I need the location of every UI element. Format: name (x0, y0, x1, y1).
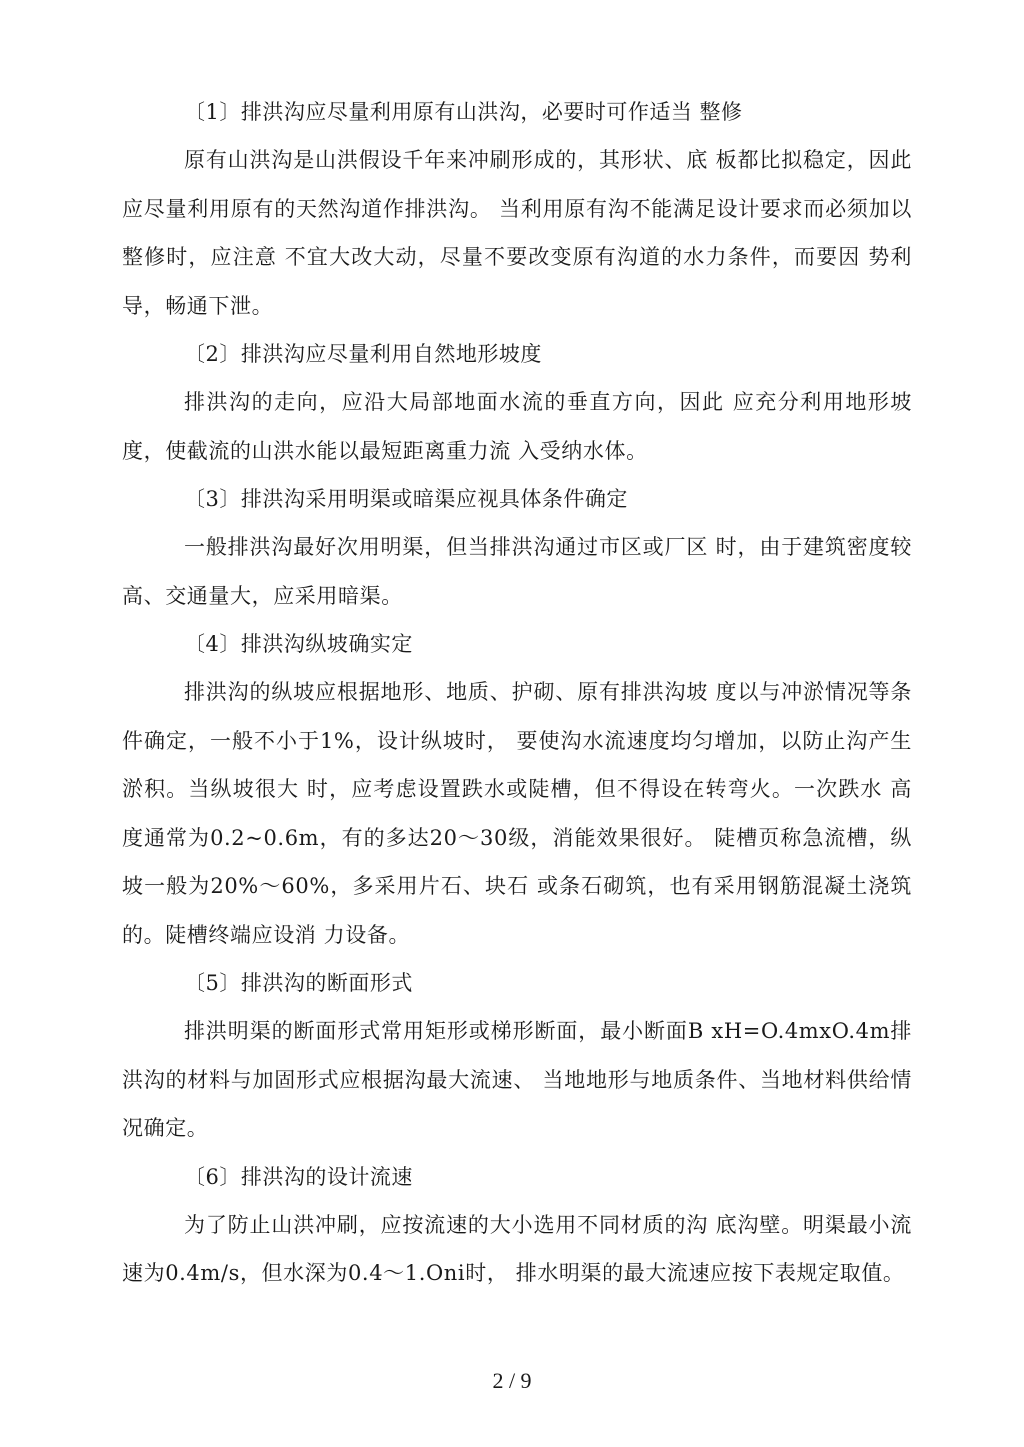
section-heading-6: 〔6〕排洪沟的设计流速 (184, 1164, 413, 1189)
section-heading-1: 〔1〕排洪沟应尽量利用原有山洪沟，必要时可作适当 整修 (184, 100, 743, 124)
section-heading-3: 〔3〕排洪沟采用明渠或暗渠应视具体条件确定 (184, 487, 628, 511)
page-number: 2 / 9 (492, 1368, 532, 1393)
section-body-1: 原有山洪沟是山洪假设千年来冲刷形成的，其形状、底 板都比拟稳定，因此应尽量利用原有的天然沟道作排洪沟。 当利用原有沟不能满足设计要求而必须加以整修时，应注意 不宜大改大动，尽量不要改变原有沟道的水力条件，而要因 势利导，畅通下泄。 (122, 148, 912, 318)
section-heading-4: 〔4〕排洪沟纵坡确实定 (184, 632, 413, 656)
section-body-5: 排洪明渠的断面形式常用矩形或梯形断面，最小断面B xH=O.4mxO.4m排洪沟的材料与加固形式应根据沟最大流速、 当地地形与地质条件、当地材料供给情况确定。 (122, 1019, 912, 1140)
section-body-6: 为了防止山洪冲刷，应按流速的大小选用不同材质的沟 底沟壁。明渠最小流速为0.4m/s，但水深为0.4〜1.Oni时， 排水明渠的最大流速应按下表规定取值。 (122, 1212, 912, 1285)
section-heading-5: 〔5〕排洪沟的断面形式 (184, 971, 413, 995)
section-body-4: 排洪沟的纵坡应根据地形、地质、护砌、原有排洪沟坡 度以与冲淤情况等条件确定，一般不小于1%，设计纵坡时， 要使沟水流速度均匀增加，以防止沟产生淤积。当纵坡很大 时，应考虑设置跌水或陡槽，但不得设在转弯火。一次跌水 高度通常为0.2~0.6m，有的多达20〜30级，消能效果很好。 陡槽页称急流槽，纵坡一般为20%〜60%，多采用片石、块石 或条石砌筑，也有采用钢筋混凝土浇筑的。陡槽终端应设消 力设备。 (122, 680, 912, 947)
document-body (122, 88, 912, 1298)
section-body-2: 排洪沟的走向，应沿大局部地面水流的垂直方向，因此 应充分利用地形坡度，使截流的山洪水能以最短距离重力流 入受纳水体。 (122, 390, 912, 463)
section-body-3: 一般排洪沟最好次用明渠，但当排洪沟通过市区或厂区 时，由于建筑密度较高、交通量大，应采用暗渠。 (122, 535, 912, 608)
section-heading-2: 〔2〕排洪沟应尽量利用自然地形坡度 (184, 342, 542, 366)
